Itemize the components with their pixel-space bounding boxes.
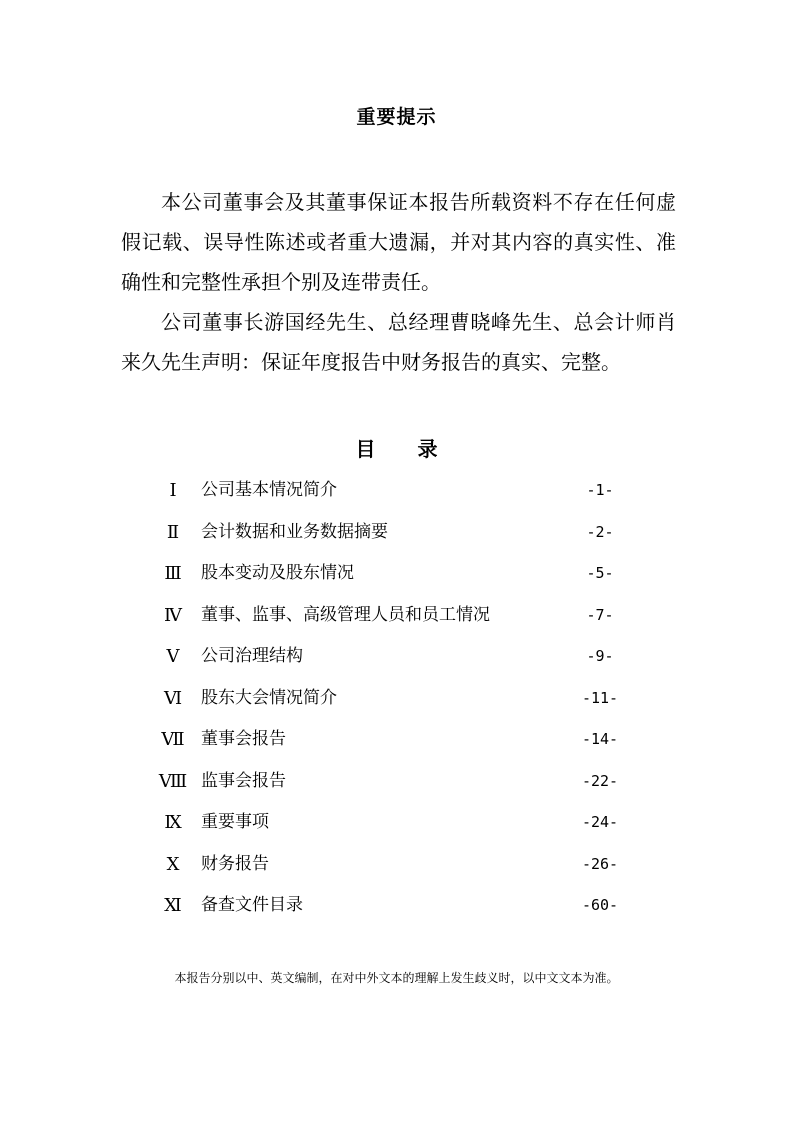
- toc-entry-page: -60-: [581, 896, 619, 914]
- toc-entry[interactable]: [0, 844, 793, 886]
- toc-entry-label: 董事、监事、高级管理人员和员工情况: [201, 604, 490, 625]
- toc-title-left: 目: [355, 437, 376, 461]
- toc-entry[interactable]: [0, 678, 793, 720]
- toc-entry[interactable]: [0, 885, 793, 927]
- toc-entry-number: Ⅸ: [164, 812, 182, 832]
- toc-entry-label: 重要事项: [201, 812, 269, 832]
- toc-entry-number: Ⅺ: [164, 895, 182, 915]
- toc-entry[interactable]: [0, 719, 793, 761]
- toc-entry-page: -14-: [581, 730, 619, 748]
- toc-entry-label: 监事会报告: [201, 770, 286, 791]
- toc-entry[interactable]: [0, 636, 793, 678]
- toc-entry-page: -1-: [586, 481, 614, 499]
- toc-entry-label: 财务报告: [201, 853, 269, 874]
- toc-entry-page: -2-: [586, 522, 614, 541]
- toc-entry-label: 备查文件目录: [201, 895, 303, 915]
- toc-entry-label: 股本变动及股东情况: [201, 563, 354, 583]
- toc-entry-number: Ⅴ: [166, 646, 180, 666]
- notice-body: [121, 182, 676, 382]
- toc-entry-number: Ⅹ: [166, 853, 180, 874]
- toc-entry[interactable]: [0, 761, 793, 803]
- toc-entry-page: -9-: [586, 647, 614, 665]
- table-of-contents: [0, 470, 793, 927]
- notice-title: 重要提示: [356, 106, 437, 128]
- toc-entry[interactable]: [0, 553, 793, 595]
- toc-entry[interactable]: [0, 802, 793, 844]
- toc-entry-label: 公司基本情况简介: [201, 480, 337, 500]
- toc-title: [0, 434, 793, 464]
- toc-entry[interactable]: [0, 512, 793, 554]
- toc-entry-number: Ⅶ: [161, 729, 185, 749]
- toc-entry-page: -5-: [586, 564, 614, 582]
- toc-entry-number: Ⅲ: [164, 563, 182, 583]
- toc-entry-number: Ⅳ: [164, 604, 182, 625]
- toc-entry-number: Ⅷ: [158, 770, 188, 791]
- toc-entry-label: 公司治理结构: [201, 646, 303, 666]
- toc-entry-page: -11-: [581, 688, 619, 707]
- notice-paragraph: 本公司董事会及其董事保证本报告所载资料不存在任何虚假记载、误导性陈述或者重大遗漏，并对其内容的真实性、准确性和完整性承担个别及连带责任。: [121, 190, 676, 294]
- notice-paragraph: 公司董事长游国经先生、总经理曹晓峰先生、总会计师肖来久先生声明：保证年度报告中财务报告的真实、完整。: [121, 310, 676, 374]
- toc-entry[interactable]: [0, 595, 793, 637]
- toc-entry-page: -22-: [581, 771, 619, 790]
- toc-entry-page: -26-: [581, 854, 619, 873]
- toc-title-right: 录: [417, 437, 438, 461]
- toc-entry-label: 董事会报告: [201, 729, 286, 749]
- toc-entry-page: -7-: [586, 605, 614, 624]
- toc-entry-number: Ⅰ: [169, 480, 177, 500]
- toc-entry-label: 会计数据和业务数据摘要: [201, 521, 388, 542]
- language-footnote: 本报告分别以中、英文编制，在对中外文本的理解上发生歧义时，以中文文本为准。: [174, 971, 619, 985]
- toc-entry-number: Ⅱ: [166, 521, 180, 542]
- toc-entry-label: 股东大会情况简介: [201, 687, 337, 708]
- toc-entry-number: Ⅵ: [163, 687, 183, 708]
- toc-entry[interactable]: [0, 470, 793, 512]
- toc-entry-page: -24-: [581, 813, 619, 831]
